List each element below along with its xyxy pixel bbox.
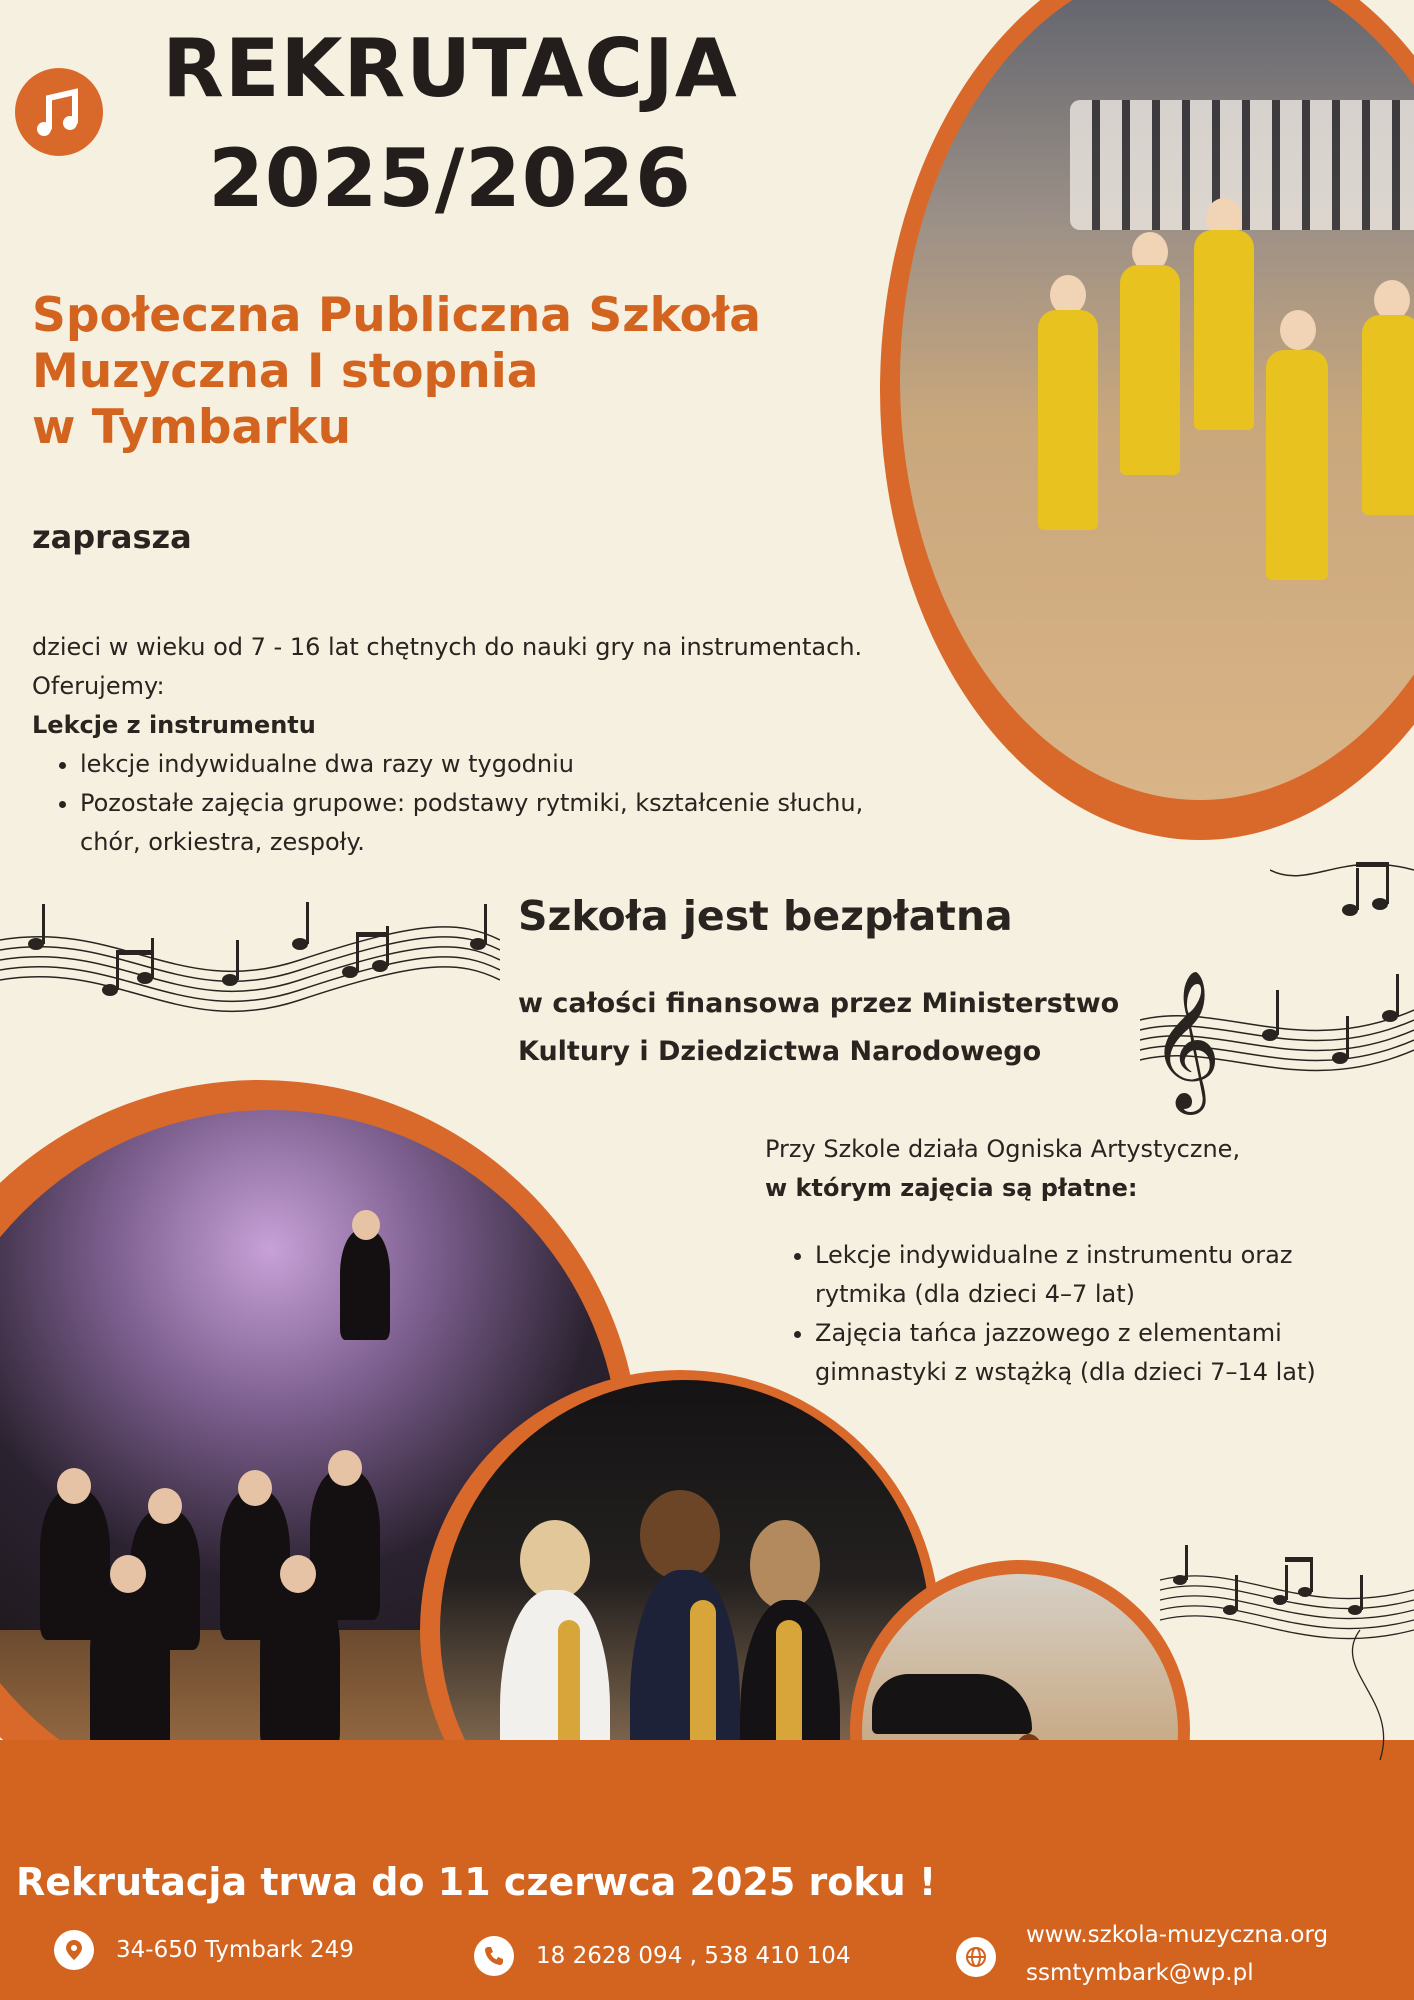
invite-text: zaprasza [32, 518, 192, 556]
music-staff-left-decoration [0, 880, 500, 1100]
lessons-heading: Lekcje z instrumentu [32, 711, 316, 739]
funding-text [518, 980, 1119, 1076]
music-note-top-right-decoration [1270, 840, 1414, 920]
ognisko-item-2 [815, 1314, 1385, 1392]
intro-line-1: dzieci w wieku od 7 - 16 lat chętnych do nauki gry na instrumentach. [32, 633, 863, 661]
location-pin-icon [54, 1930, 94, 1970]
phone-icon [474, 1936, 514, 1976]
lessons-item-2-line-1: Pozostałe zajęcia grupowe: podstawy rytmiki, kształcenie słuchu, [80, 789, 864, 817]
ognisko-item-1-line-1: Lekcje indywidualne z instrumentu oraz [815, 1241, 1293, 1269]
footer-phone [474, 1936, 851, 1976]
ognisko-line-2: w którym zajęcia są płatne: [765, 1174, 1138, 1202]
email-link[interactable]: ssmtymbark@wp.pl [1026, 1960, 1254, 1986]
website-link[interactable]: www.szkola-muzyczna.org [1026, 1922, 1329, 1948]
phone-text[interactable]: 18 2628 094 , 538 410 104 [536, 1943, 851, 1969]
title-line-1: REKRUTACJA [162, 22, 738, 115]
footer-web-icon-wrap [956, 1937, 1018, 1977]
ognisko-item-2-line-2: gimnastyki z wstążką (dla dzieci 7–14 lat) [815, 1358, 1316, 1386]
music-staff-lower-right-decoration [1160, 1520, 1414, 1780]
ognisko-item-2-line-1: Zajęcia tańca jazzowego z elementami [815, 1319, 1282, 1347]
school-name [32, 288, 872, 456]
lessons-item-1: • lekcje indywidualne dwa razy w tygodniu [80, 745, 992, 784]
music-staff-right-decoration [1140, 940, 1414, 1120]
footer-address [54, 1930, 354, 1970]
funding-line-1: w całości finansowa przez Ministerstwo [518, 988, 1120, 1019]
address-text: 34-650 Tymbark 249 [116, 1937, 354, 1963]
ognisko-item-1 [815, 1236, 1385, 1314]
funding-line-2: Kultury i Dziedzictwa Narodowego [518, 1036, 1042, 1067]
globe-icon [956, 1937, 996, 1977]
intro-line-2: Oferujemy: [32, 672, 165, 700]
ognisko-section [765, 1130, 1385, 1392]
school-name-line-2: Muzyczna I stopnia [32, 344, 539, 399]
school-name-line-3: w Tymbarku [32, 400, 352, 455]
school-name-line-1: Społeczna Publiczna Szkoła [32, 288, 762, 343]
lessons-list [32, 745, 992, 862]
svg-text:𝄞: 𝄞 [1150, 970, 1221, 1109]
ognisko-item-1-line-2: rytmika (dla dzieci 4–7 lat) [815, 1280, 1136, 1308]
title-line-2: 2025/2026 [208, 132, 692, 225]
footer-contact [1026, 1916, 1328, 1992]
ognisko-line-1: Przy Szkole działa Ogniska Artystyczne, [765, 1135, 1241, 1163]
lessons-item-2 [80, 784, 992, 862]
lessons-item-2-line-2: chór, orkiestra, zespoły. [80, 828, 365, 856]
deadline-text: Rekrutacja trwa do 11 czerwca 2025 roku ! [16, 1860, 937, 1904]
free-school-heading: Szkoła jest bezpłatna [518, 892, 1013, 940]
